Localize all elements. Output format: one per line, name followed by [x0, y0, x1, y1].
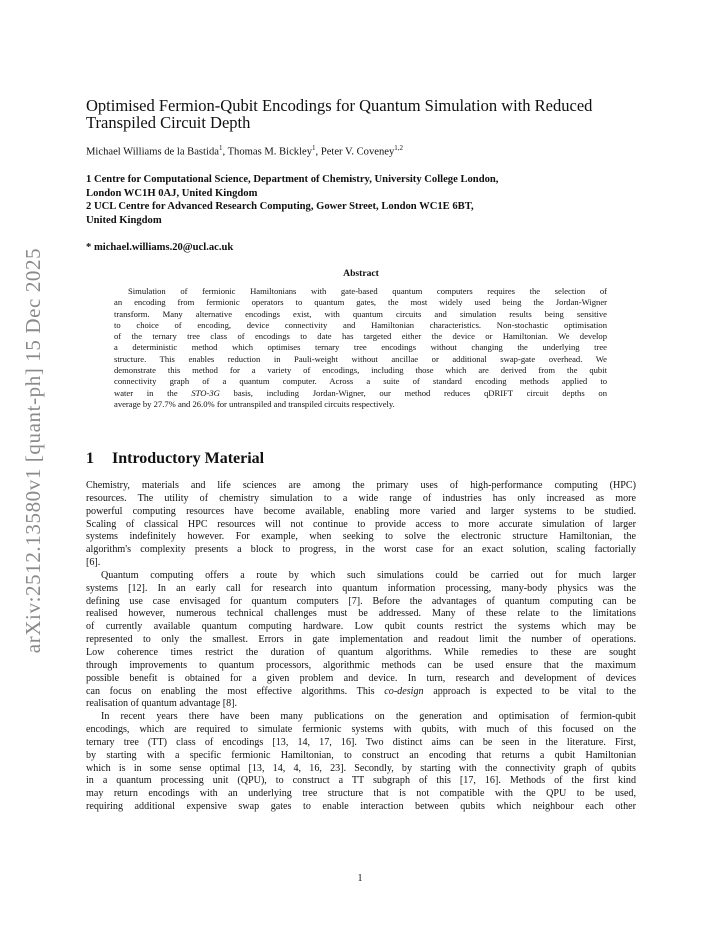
author-separator: , — [222, 146, 228, 158]
abstract-line: demonstrate this method for a variety of encodings, including those which are derived from the qubit — [114, 365, 607, 376]
affiliation-line: London WC1H 0AJ, United Kingdom — [86, 187, 258, 199]
body-line: Low coherence times restrict the duration of quantum algorithms. While remedies to these are sought — [86, 646, 636, 658]
author-affiliation-mark: 1 — [312, 144, 316, 152]
author-list — [86, 144, 636, 158]
body-line: ternary tree (TT) class of encodings [13, 14, 17, 16]. Two distinct aims can be seen in the literature. First, — [86, 736, 636, 748]
arxiv-identifier[interactable]: arXiv:2512.13580v1 [quant-ph] 15 Dec 2025 — [21, 247, 46, 654]
body-line: resources. The utility of chemistry simulation to a wide range of industries has only increased as more — [86, 492, 636, 504]
abstract-line: transform. Many alternative encodings exist, with quantum circuits and simulation results being sensitive — [114, 308, 607, 319]
abstract-line: connectivity graph of a quantum computer. Across a suite of standard encoding methods applied to — [114, 376, 607, 387]
section-heading — [86, 450, 636, 468]
author-affiliation-mark: 1,2 — [394, 144, 404, 152]
affiliations — [86, 173, 636, 227]
body-line: by starting with a specific fermionic Hamiltonian, to construct an encoding that returns a qubit Hamiltonian — [86, 749, 636, 761]
body-line: can focus on enabling the most effective algorithms. This co-design approach is expected to be vital to the — [86, 685, 636, 697]
body-line: Scaling of classical HPC resources will not continue to provide access to more accurate simulation of larger — [86, 518, 636, 530]
affiliation-line: 1 Centre for Computational Science, Department of Chemistry, University College London, — [86, 174, 499, 185]
body-line: of currently available quantum computing hardware. Low qubit counts restrict the systems which may be — [86, 621, 636, 633]
abstract-line: structure. This enables reduction in Pauli-weight without ancillae or additional swap-gate overhead. We — [114, 353, 607, 364]
body-line: Quantum computing offers a route by which such simulations could be carried out for much larger — [101, 569, 636, 581]
body-line: realisation of quantum advantage [8]. — [86, 698, 238, 710]
body-line: represented to only the smallest. Errors in gate implementation and readout limit the number of operations. — [86, 634, 636, 646]
body-line: possible benefit is obtained for a given problem and device. In turn, research and development of devices — [86, 672, 636, 684]
author-name: Thomas M. Bickley — [227, 146, 313, 158]
corresponding-email[interactable]: * michael.williams.20@ucl.ac.uk — [86, 242, 234, 253]
author-name: Michael Williams de la Bastida — [86, 146, 219, 158]
abstract-line: an encoding from fermionic operators to quantum gates, the most widely used being the Jordan-Wigner — [114, 297, 607, 308]
body-line: in a quantum processing unit (QPU), to construct a TT subgraph of this [17, 16]. Methods of the first kind — [86, 775, 636, 787]
body-line: through improvements to quantum processors, algorithmic methods can be used ensure that the maximum — [86, 659, 636, 671]
paper-title — [86, 97, 636, 131]
abstract-line: of the ternary tree class of encodings to date has targeted either the device or Hamiltonian. We develop — [114, 331, 607, 342]
title-line: Transpiled Circuit Depth — [86, 113, 251, 132]
page-number: 1 — [357, 873, 363, 884]
body-line: algorithm's complexity presents a block to progress, in the worst case for an exact solution, scaling factorially — [86, 544, 636, 556]
body-line: which is in some sense optimal [13, 14, 4, 16, 23]. Secondly, by starting with the connectivity graph of qubits — [86, 762, 636, 774]
abstract-line: Simulation of fermionic Hamiltonians with gate-based quantum computers requires the selection of — [128, 286, 607, 296]
abstract-line: a deterministic method which optimises ternary tree encodings without changing the underlying tree — [114, 342, 607, 353]
author-name: Peter V. Coveney — [320, 146, 395, 158]
body-line: powerful computing resources have become available, enabling more varied and larger systems to be studied. — [86, 505, 636, 517]
author-affiliation-mark: 1 — [218, 144, 223, 152]
body-line: [6]. — [86, 557, 101, 569]
body-line: realised however, numerous technical challenges must be addressed. Many of these relate to the limitations — [86, 608, 636, 620]
body-line: requiring additional expensive swap gates to enable interaction between qubits which neighbour each other — [86, 801, 636, 813]
body-line: systems indefinitely however. For example, when seeking to solve the electronic structure Hamiltonian, the — [86, 531, 636, 543]
title-line: Optimised Fermion-Qubit Encodings for Quantum Simulation with Reduced — [86, 96, 593, 115]
arxiv-stamp — [4, 243, 64, 658]
body-line: In recent years there have been many publications on the generation and optimisation of fermion-qubit — [101, 711, 636, 723]
body-line: defining use case envisaged for quantum computers [7]. Before the advantages of quantum computing can be — [86, 595, 636, 607]
body-line: systems [12]. In an early call for research into quantum information processing, many-body physics was the — [86, 582, 636, 594]
section-title: Introductory Material — [112, 450, 265, 467]
body-line: Chemistry, materials and life sciences are among the primary uses of high-performance computing (HPC) — [86, 480, 636, 491]
abstract-line: water in the STO-3G basis, including Jordan-Wigner, our method reduces qDRIFT circuit depths on — [114, 387, 607, 398]
author-separator: , — [315, 146, 321, 158]
section-number: 1 — [86, 450, 94, 467]
affiliation-line: United Kingdom — [86, 214, 162, 226]
affiliation-line: 2 UCL Centre for Advanced Research Computing, Gower Street, London WC1E 6BT, — [86, 201, 474, 212]
body-line: may return encodings with an underlying tree structure that is not compatible with the QPU to be used, — [86, 788, 636, 800]
body-text — [86, 480, 636, 814]
body-line: encodings, which are required to simulate fermionic systems with qubits, with much of this focused on the — [86, 724, 636, 736]
abstract-body — [114, 286, 607, 410]
abstract-line: to choice of encoding, device connectivity and Hamiltonian characteristics. Non-stochastic optimisation — [114, 319, 607, 330]
abstract-line: average by 27.7% and 26.0% for untranspiled and transpiled circuits respectively. — [114, 398, 395, 409]
abstract-heading: Abstract — [343, 268, 379, 279]
